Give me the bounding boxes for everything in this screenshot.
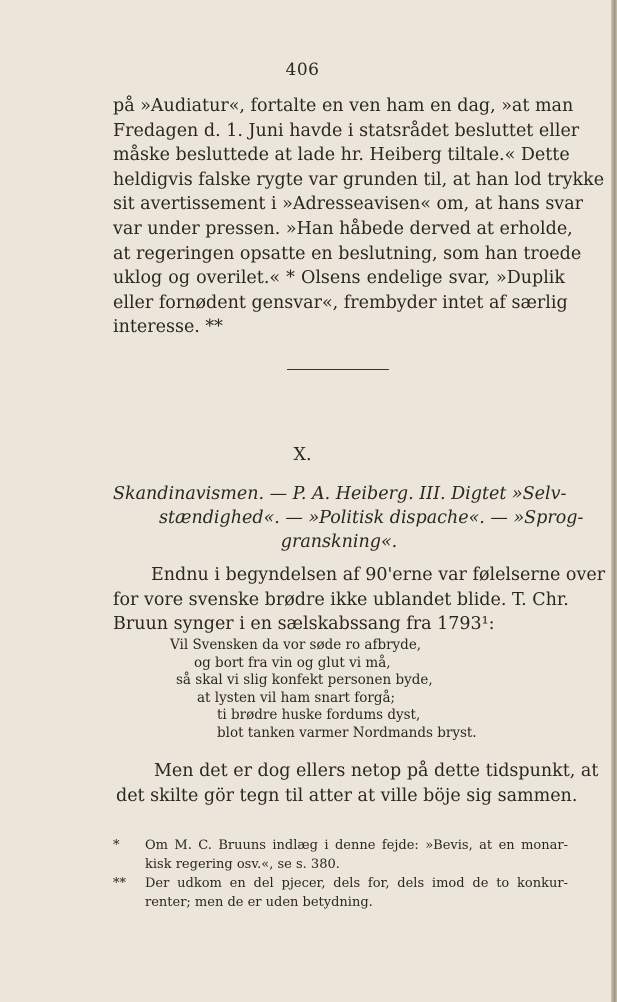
footnote-text: Om M. C. Bruuns indlæg i denne fejde: »Bevis, at en monar-: [145, 838, 568, 853]
text-line: måske besluttede at lade hr. Heiberg tiltale.« Dette: [113, 145, 570, 166]
footnote-2: [113, 874, 568, 912]
paragraph-1: [113, 94, 605, 340]
text-line: Bruun synger i en sælskabssang fra 1793¹:: [113, 614, 495, 635]
poem-line: at lysten vil ham snart forgå;: [197, 689, 396, 706]
footnote-1: [113, 836, 568, 874]
footnote-mark: *: [113, 838, 120, 853]
footnote-text: Der udkom en del pjecer, dels for, dels imod de to konkur-: [145, 876, 568, 891]
poem-line: blot tanken varmer Nordmands bryst.: [217, 724, 477, 741]
poem-line: Vil Svensken da vor søde ro afbryde,: [170, 637, 422, 653]
section-heading: [113, 482, 584, 554]
text-line: på »Audiatur«, fortalte en ven ham en dag, »at man: [113, 96, 574, 116]
footnote-mark: **: [113, 876, 126, 891]
text-line: Endnu i begyndelsen af 90'erne var følelserne over: [151, 565, 606, 585]
text-line: var under pressen. »Han håbede derved at erholde,: [113, 218, 573, 239]
poem-line: så skal vi slig konfekt personen byde,: [176, 672, 433, 689]
text-line: Men det er dog ellers netop på dette tidspunkt, at: [154, 761, 599, 781]
text-line: for vore svenske brødre ikke ublandet blide. T. Chr.: [113, 589, 569, 610]
paragraph-3: [116, 759, 599, 808]
heading-line: stændighed«. — »Politisk dispache«. — »Sprog-: [159, 508, 584, 528]
poem-line: og bort fra vin og glut vi må,: [194, 654, 391, 671]
text-line: Fredagen d. 1. Juni havde i statsrådet besluttet eller: [113, 120, 580, 141]
footnote-text: kisk regering osv.«, se s. 380.: [145, 857, 340, 872]
text-line: sit avertissement i »Adresseavisen« om, at hans svar: [113, 194, 583, 215]
text-line: uklog og overilet.« * Olsens endelige svar, »Duplik: [113, 268, 565, 289]
page-number: 406: [285, 60, 320, 80]
poem-line: ti brødre huske fordums dyst,: [217, 707, 421, 724]
footnote-text: renter; men de er uden betydning.: [145, 895, 373, 910]
heading-line: Skandinavismen. — P. A. Heiberg. III. Digtet »Selv-: [113, 484, 567, 504]
text-line: heldigvis falske rygte var grunden til, at han lod trykke: [113, 169, 605, 190]
section-divider: [287, 369, 389, 370]
text-line: det skilte gör tegn til atter at ville böje sig sammen.: [116, 785, 578, 806]
text-line: interesse. **: [113, 317, 223, 338]
heading-line: granskning«.: [280, 532, 398, 552]
page-edge: [611, 0, 617, 1002]
section-numeral: X.: [293, 445, 312, 465]
paragraph-2: [113, 563, 606, 637]
text-line: eller fornødent gensvar«, frembyder intet af særlig: [113, 292, 568, 313]
text-line: at regeringen opsatte en beslutning, som han troede: [113, 243, 582, 264]
poem: [170, 637, 477, 743]
